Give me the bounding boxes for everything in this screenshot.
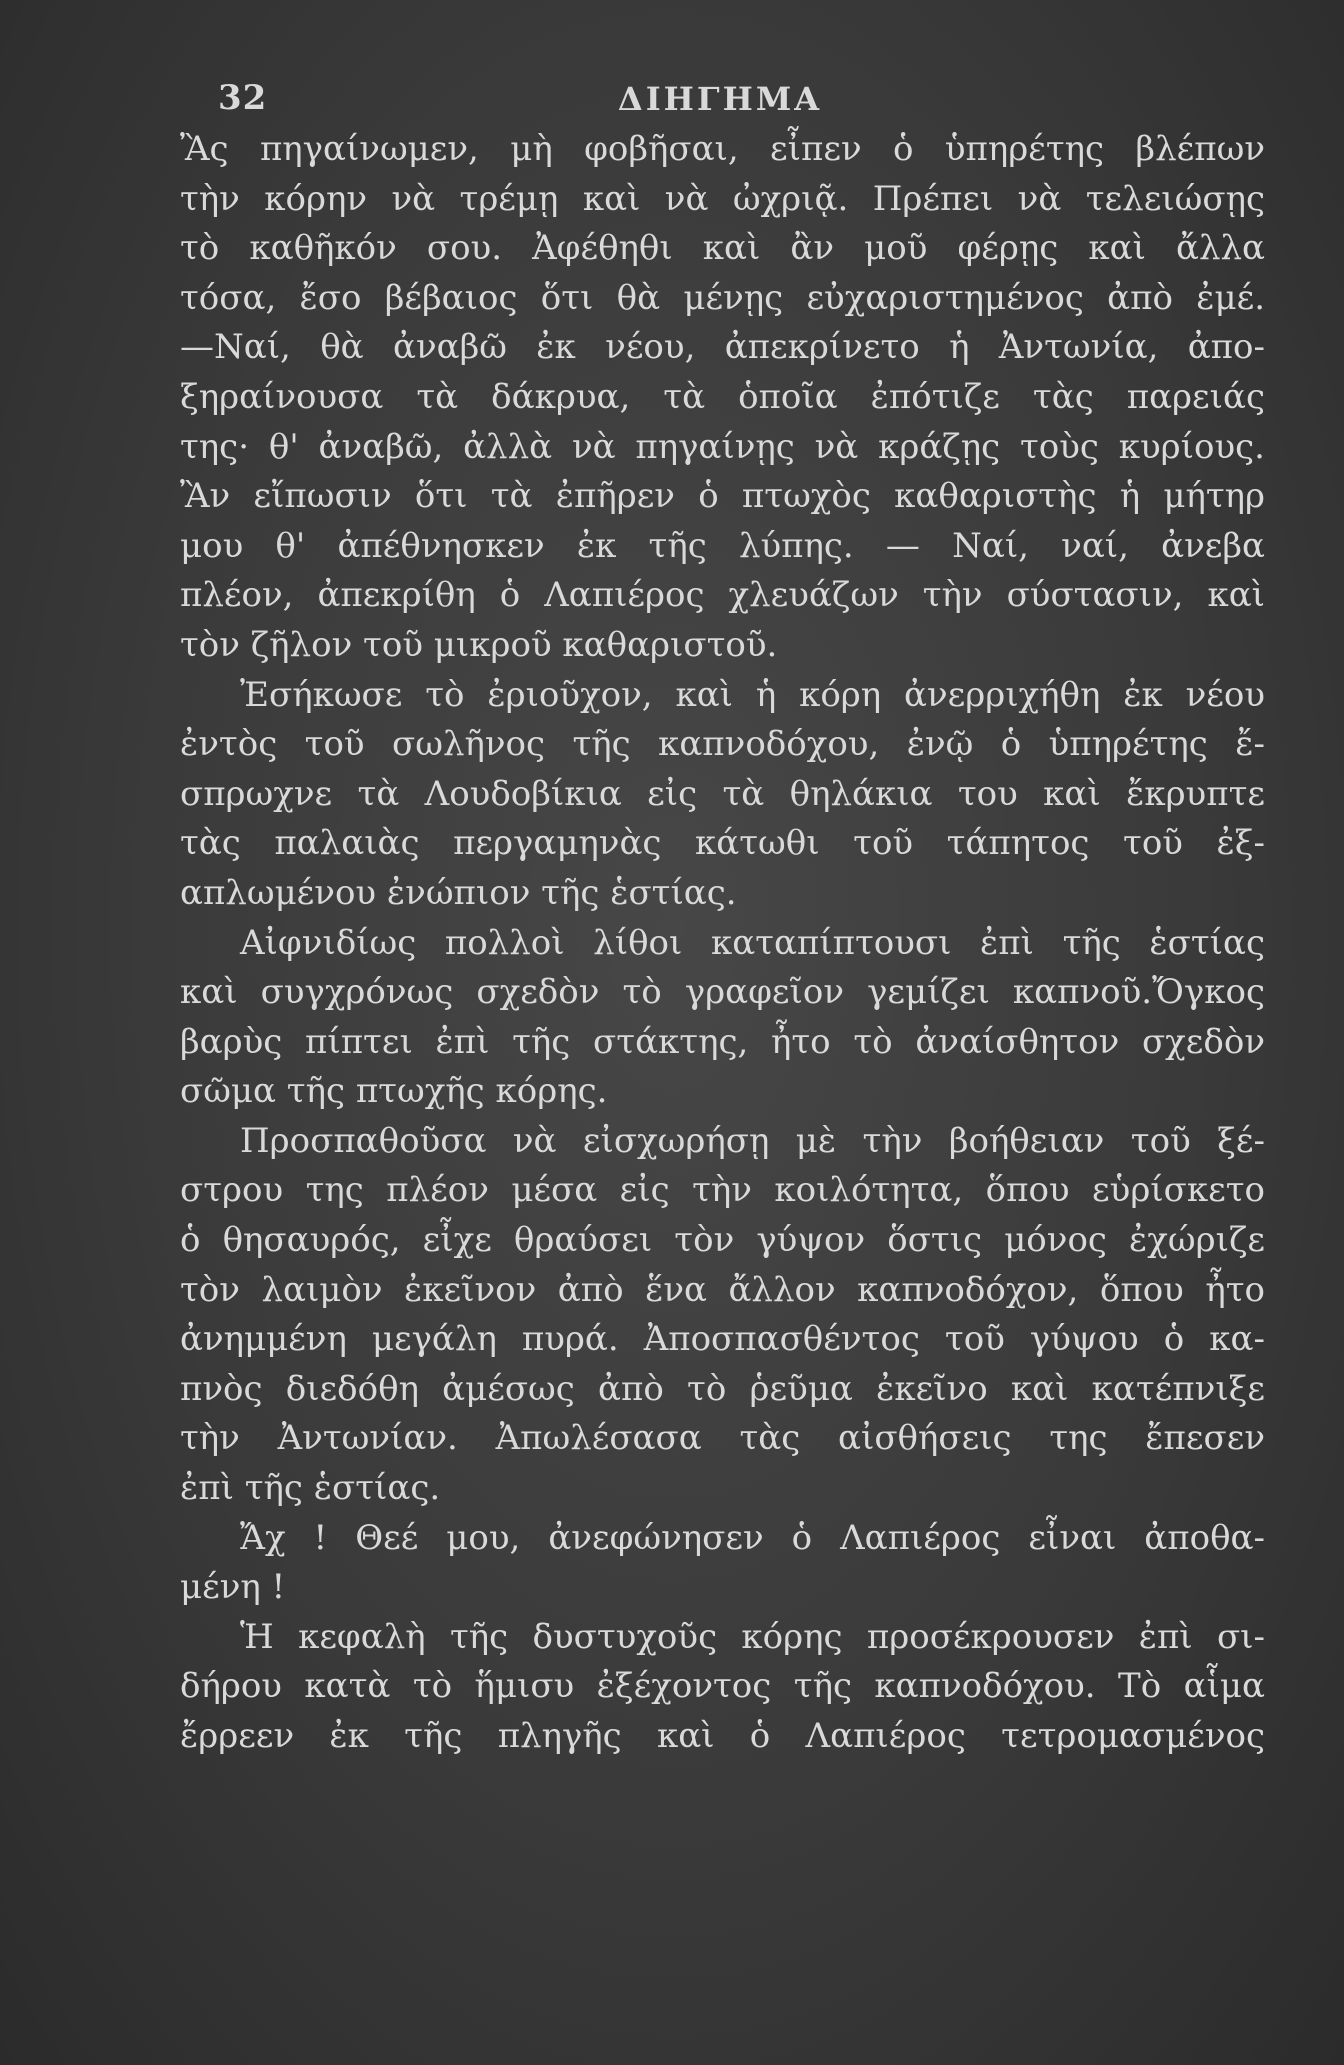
text-line: ἐπὶ τῆς ἑστίας. (180, 1468, 441, 1509)
text-line: ὁ θησαυρός, εἶχε θραύσει τὸν γύψον ὅστις μόνος ἐχώριζε (180, 1220, 1265, 1261)
text-line: απλωμένου ἐνώπιον τῆς ἑστίας. (180, 872, 737, 913)
text-line: ἐντὸς τοῦ σωλῆνος τῆς καπνοδόχου, ἐνῷ ὁ ὑπηρέτης ἔ- (180, 724, 1265, 765)
text-line: Προσπαθοῦσα νὰ εἰσχωρήσῃ μὲ τὴν βοήθειαν τοῦ ξέ- (240, 1120, 1265, 1161)
text-line: Ἐσήκωσε τὸ ἐριοῦχον, καὶ ἡ κόρη ἀνερριχήθη ἐκ νέου (240, 674, 1265, 715)
text-line: τὸ καθῆκόν σου. Ἀφέθηθι καὶ ἂν μοῦ φέρῃς καὶ ἄλλα (180, 228, 1265, 269)
text-line: μένη ! (180, 1567, 286, 1608)
text-line: τόσα, ἔσο βέβαιος ὅτι θὰ μένῃς εὐχαριστημένος ἀπὸ ἐμέ. (180, 277, 1265, 318)
text-line: τὴν κόρην νὰ τρέμῃ καὶ νὰ ὠχριᾷ. Πρέπει νὰ τελειώσῃς (180, 178, 1265, 219)
page-number: 32 (218, 78, 268, 118)
text-line: Ἄχ ! Θεέ μου, ἀνεφώνησεν ὁ Λαπιέρος εἶναι ἀποθα- (240, 1517, 1265, 1558)
text-line: σῶμα τῆς πτωχῆς κόρης. (180, 1071, 608, 1112)
text-line: —Ναί, θὰ ἀναβῶ ἐκ νέου, ἀπεκρίνετο ἡ Ἀντωνία, ἀπο- (180, 327, 1265, 368)
text-line: δήρου κατὰ τὸ ἥμισυ ἐξέχοντος τῆς καπνοδόχου. Τὸ αἷμα (180, 1666, 1265, 1707)
text-line: ξηραίνουσα τὰ δάκρυα, τὰ ὁποῖα ἐπότιζε τὰς παρειάς (180, 376, 1265, 417)
text-line: τὸν ζῆλον τοῦ μικροῦ καθαριστοῦ. (180, 624, 778, 665)
text-line: βαρὺς πίπτει ἐπὶ τῆς στάκτης, ἦτο τὸ ἀναίσθητον σχεδὸν (180, 1021, 1265, 1062)
text-line: τὴν Ἀντωνίαν. Ἀπωλέσασα τὰς αἰσθήσεις της ἔπεσεν (180, 1418, 1265, 1459)
text-line: τὸν λαιμὸν ἐκεῖνον ἀπὸ ἕνα ἄλλον καπνοδόχον, ὅπου ἦτο (180, 1269, 1265, 1310)
running-head: ΔΙΗΓΗΜΑ (617, 80, 823, 118)
text-line: Ἂς πηγαίνωμεν, μὴ φοβῆσαι, εἶπεν ὁ ὑπηρέτης βλέπων (180, 129, 1265, 169)
text-line: Αἰφνιδίως πολλοὶ λίθοι καταπίπτουσι ἐπὶ τῆς ἑστίας (240, 922, 1265, 963)
text-line: πνὸς διεδόθη ἀμέσως ἀπὸ τὸ ῥεῦμα ἐκεῖνο καὶ κατέπνιξε (180, 1368, 1265, 1409)
text-line: της· θ' ἀναβῶ, ἀλλὰ νὰ πηγαίνῃς νὰ κράζῃς τοὺς κυρίους. (180, 426, 1265, 467)
text-line: στρου της πλέον μέσα εἰς τὴν κοιλότητα, ὅπου εὑρίσκετο (180, 1170, 1265, 1211)
body-text (180, 125, 1265, 1762)
text-line: ἔρρεεν ἐκ τῆς πληγῆς καὶ ὁ Λαπιέρος τετρομασμένος (180, 1716, 1265, 1756)
text-line: πλέον, ἀπεκρίθη ὁ Λαπιέρος χλευάζων τὴν σύστασιν, καὶ (180, 575, 1265, 616)
text-line: Ἡ κεφαλὴ τῆς δυστυχοῦς κόρης προσέκρουσεν ἐπὶ σι- (240, 1616, 1265, 1657)
text-line: τὰς παλαιὰς περγαμηνὰς κάτωθι τοῦ τάπητος τοῦ ἐξ- (180, 823, 1265, 864)
text-line: καὶ συγχρόνως σχεδὸν τὸ γραφεῖον γεμίζει καπνοῦ.Ὄγκος (180, 972, 1265, 1013)
text-line: σπρωχνε τὰ Λουδοβίκια εἰς τὰ θηλάκια του καὶ ἔκρυπτε (180, 773, 1265, 814)
text-line: ἀνημμένη μεγάλη πυρά. Ἀποσπασθέντος τοῦ γύψου ὁ κα- (180, 1319, 1265, 1360)
text-line: μου θ' ἀπέθνησκεν ἐκ τῆς λύπης. — Ναί, ναί, ἀνεβα (180, 525, 1265, 566)
text-line: Ἂν εἴπωσιν ὅτι τὰ ἐπῆρεν ὁ πτωχὸς καθαριστὴς ἡ μήτηρ (180, 476, 1265, 517)
